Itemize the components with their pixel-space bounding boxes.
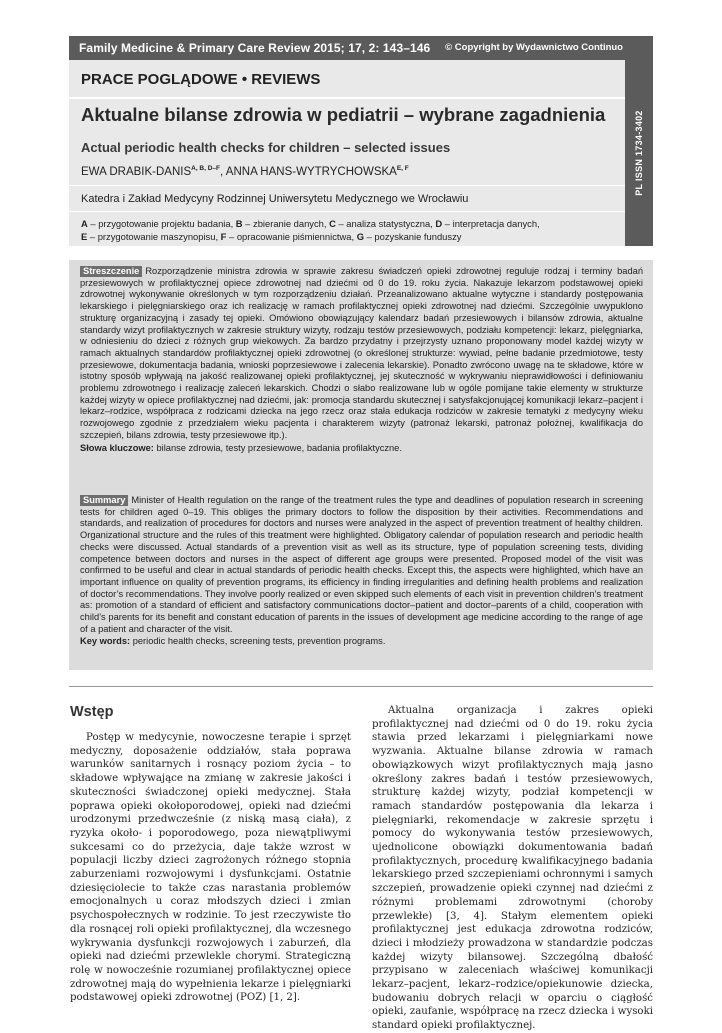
abstract-label-badge: Summary [80, 495, 128, 506]
contribution-legend: A – przygotowanie projektu badania, B – zbieranie danych, C – analiza statystyczna, D – interpretacja danych, E – przygotowanie maszynopisu, F – opracowanie piśmiennictwa, G – pozyskanie funduszy [81, 218, 540, 242]
body-divider [69, 686, 653, 687]
author-name: EWA DRABIK-DANIS [81, 165, 192, 178]
affiliation: Katedra i Zakład Medycyny Rodzinnej Uniwersytetu Medycznego we Wrocławiu [81, 193, 469, 205]
copyright-notice: © Copyright by Wydawnictwo Continuo [445, 42, 623, 53]
author-contribution-codes: E, F [396, 165, 409, 172]
header-divider [69, 97, 625, 99]
author-separator: , [220, 165, 226, 178]
author-contribution-codes: A, B, D–F [191, 165, 221, 172]
abstract-text: Minister of Health regulation on the range of the treatment rules the type and deadlines of population research in screening tests for children aged 0–19. This obliges the primary doctors to follow the disposition by their activities. Recommendations and standards, and realization of procedures for doctors and nurses were analyzed in the aspect of prevention treatment of healthy children. Organizational structure and the rules of this treatment were highlighted. Obligatory calendar of population research and periodic health checks were discussed. Actual standards of a prevention visit as well as its structure, type of population screening tests, dividing competence between doctors and nurses in the aspect of different age groups were presented. Proposed model of the visit was confirmed to be useful and clear in actual standards of periodic health checks. Except this, the aspects were highlighted, which have an important influence on quality of prevention programs, its efficiency in finding irregularities and defining health problems and realization of doctor’s recommendations. They involve poorly realized or even skipped such elements of each visit in prevention children’s treatment as: promotion of a standard of efficient and satisfactory communications doctor–patient and doctor–parents of a child, cooperation with child’s parents for its benefit and constant education of parents in the issues of development age medicine according to the range of age of a patient and character of the visit. [80, 495, 643, 634]
abstract-polish [80, 266, 643, 454]
abstract-text: Rozporządzenie ministra zdrowia w sprawie zakresu świadczeń opieki zdrowotnej reguluje rodzaj i terminy badań przesiewowych w profilaktycznej opiece zdrowotnej nad dziećmi od 0 do 19. roku życia. Nakazuje lekarzom podstawowej opieki zdrowotnej wykonywanie określonych w tym rozporządzeniu działań. Przeanalizowano aktualne wytyczne i standardy postępowania lekarskiego i pielęgniarskiego oraz ich realizację w ramach profilaktycznej opieki zdrowotnej nad dziećmi. Szczególnie uwypuklono strukturę organizacyjną i zasady tej opieki. Omówiono obowiązujący kalendarz badań przesiewowych i bilansów zdrowia, aktualne standardy wizyt profilaktycznych w zakresie struktury wizyty, rodzaju testów przesiewowych, podziału kompetencji: lekarz, pielęgniarka, w odniesieniu do dzieci z różnych grup wiekowych. Za bardzo przydatny i przejrzysty uznano proponowany model każdej wizyty w ramach aktualnych standardów profilaktycznej opieki zdrowotnej (o określonej strukturze: wywiad, pełne badanie przedmiotowe, testy przesiewowe, dokumentacja badania, wnioski poprzesiewowe i zalecenia lekarskie). Ponadto zwrócono uwagę na te składowe, które w istotny sposób wpływają na jakość realizowanej opieki profilaktycznej, jej skuteczność w wykrywaniu nieprawidłowości i definiowaniu problemu zdrowotnego i realizację zaleceń lekarskich. Chodzi o słabo realizowane lub w ogóle pomijane takie elementy w strukturze każdej wizyty w opiece profilaktycznej nad dziećmi, jak: promocja standardu skutecznej i satysfakcjonującej komunikacji lekarz–pacjent i lekarz–rodzice, współpraca z rodzicami dziecka na jego rzecz oraz stała edukacja rodziców w zakresie tematyki z medycyny wieku rozwojowego zgodnie z przedziałem wieku pacjenta i charakterem wizyty (patronaż lekarski, patronaż położnej, kwalifikacja do szczepień, bilans zdrowia, testy przesiewowe itp.). [80, 266, 643, 440]
body-column-left: Postęp w medycynie, nowoczesne terapie i sprzęt medyczny, doposażenie oddziałów, stała poprawa warunków sanitarnych i rosnący poziom życia – to składowe wpływające na zmianę w zakresie jakości i skuteczności świadczonej opieki medycznej. Stała poprawa opieki okołoporodowej, opieki nad dziećmi urodzonymi przedwcześnie (z niską masą ciała), z ryzyka około- i poporodowego, poza niewątpliwymi sukcesami co do przeżycia, daje także wzrost w populacji liczby dzieci zagrożonych różnego stopnia zaburzeniami rozwojowymi i dysfunkcjami. Ostatnie dziesięciolecie to także czas narastania problemów emocjonalnych u coraz młodszych dzieci i zmian psychospołecznych w rodzinie. To jest rzeczywiste tło dla rosnącej roli opieki profilaktycznej, dla wczesnego wykrywania dysfunkcji rozwojowych i zaburzeń, dla opieki nad dziećmi przewlekle chorymi. Strategiczną rolę w nowocześnie rozumianej profilaktycznej opiece zdrowotnej mają do wypełnienia lekarze i pielęgniarki podstawowej opieki zdrowotnej (POZ) [1, 2]. [70, 732, 351, 1004]
journal-citation: Family Medicine & Primary Care Review 2015; 17, 2: 143–146 [79, 41, 431, 55]
article-title-english: Actual periodic health checks for children – selected issues [81, 140, 451, 155]
body-column-right: Aktualna organizacja i zakres opieki profilaktycznej nad dziećmi od 0 do 19. roku życia stawia przed lekarzami i pielęgniarkami nowe wyzwania. Aktualne bilanse zdrowia w ramach obowiązkowych wizyt profilaktycznych mają jasno określony zakres badań i testów przesiewowych, strukturę każdej wizyty, podział kompetencji w ramach standardów postępowania dla lekarza i pielęgniarki, rekomendacje w zakresie sprzętu i pomocy do wykonywania testów przesiewowych, ujednolicone obowiązki dokumentowania badań profilaktycznych, procedurę kwalifikacyjnego badania lekarskiego przed szczepieniami ochronnymi i samych szczepień, prowadzenie opieki czynnej nad dziećmi z różnymi problemami zdrowotnymi (choroby przewlekłe) [3, 4]. Stałym elementem opieki profilaktycznej jest edukacja zdrowotna rodziców, dzieci i młodzieży prowadzona w standardzie podczas każdej wizyty bilansowej. Szczególną dbałość przypisano w zaleceniach właściwej komunikacji lekarz–pacjent, lekarz–rodzice/opiekunowie dziecka, budowaniu dobrych relacji w oparciu o ciągłość opieki, zaufanie, współpracę na rzecz dziecka i wysoki standard opieki profilaktycznej. [372, 705, 654, 1032]
issn-strip [625, 60, 653, 246]
author-name: ANNA HANS-WYTRYCHOWSKA [225, 165, 397, 178]
header-divider [69, 211, 625, 212]
keywords-line: Key words: periodic health checks, screening tests, prevention programs. [80, 636, 386, 647]
journal-header-bar [69, 36, 653, 60]
section-heading: Wstęp [70, 704, 114, 720]
article-title-polish: Aktualne bilanse zdrowia w pediatrii – wybrane zagadnienia [81, 104, 606, 125]
keywords-line: Słowa kluczowe: bilanse zdrowia, testy przesiewowe, badania profilaktyczne. [80, 442, 402, 453]
abstract-label-badge: Streszczenie [80, 266, 142, 277]
author-list [81, 165, 409, 178]
abstract-english [80, 495, 643, 648]
issn-label: PL ISSN 1734-3402 [634, 110, 644, 196]
header-divider [69, 185, 625, 186]
section-label: PRACE POGLĄDOWE • REVIEWS [81, 71, 321, 88]
